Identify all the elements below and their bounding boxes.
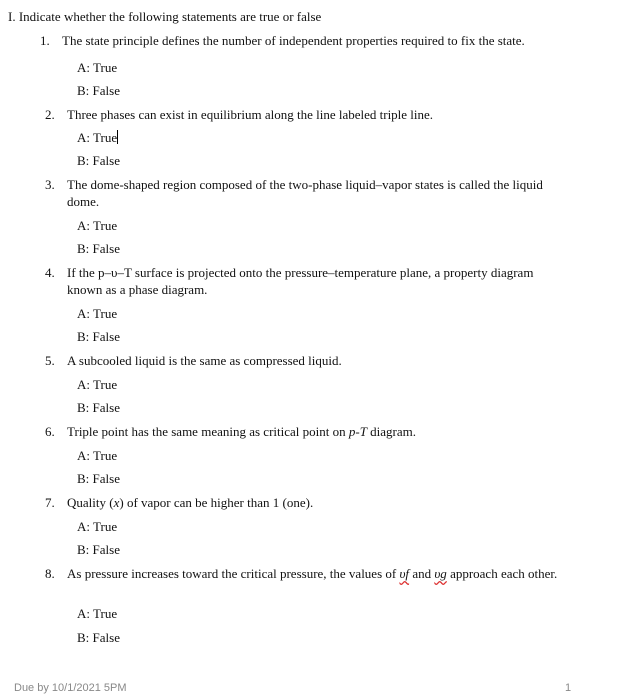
option-b[interactable]: [77, 82, 120, 99]
question-number: 8.: [45, 566, 55, 581]
option-a-label: A: True: [77, 130, 118, 145]
question-number: 4.: [45, 265, 55, 280]
question-number: 1.: [40, 33, 50, 48]
option-a[interactable]: [77, 376, 117, 393]
option-b[interactable]: [77, 470, 120, 487]
question-text: If the p–υ–T surface is projected onto the pressure–temperature plane, a property diagram known as a phase diagram.: [67, 265, 534, 297]
question-number: 3.: [45, 177, 55, 192]
option-b-label: B: False: [77, 471, 120, 486]
option-a[interactable]: [77, 59, 117, 76]
option-b[interactable]: [77, 629, 120, 646]
section-heading: I. Indicate whether the following statements are true or false: [8, 9, 322, 24]
question-text: Quality (x) of vapor can be higher than 1 (one).: [67, 495, 314, 510]
option-a-label: A: True: [77, 448, 118, 463]
question-text: The state principle defines the number of independent properties required to fix the state.: [62, 33, 525, 48]
option-b-label: B: False: [77, 630, 120, 645]
question-text: As pressure increases toward the critical pressure, the values of υf and υg approach each other.: [67, 566, 558, 581]
symbol-vf: υf: [399, 566, 410, 581]
option-b-label: B: False: [77, 83, 120, 98]
option-b[interactable]: [77, 240, 120, 257]
question-number: 5.: [45, 353, 55, 368]
question-text: Triple point has the same meaning as critical point on p-T diagram.: [67, 424, 417, 439]
option-b-label: B: False: [77, 542, 120, 557]
text-cursor: [117, 130, 118, 144]
option-a[interactable]: [77, 305, 117, 322]
option-a-label: A: True: [77, 306, 118, 321]
option-b[interactable]: [77, 541, 120, 558]
page-number: 1: [565, 682, 572, 694]
question-number: 2.: [45, 107, 55, 122]
option-a[interactable]: [77, 447, 117, 464]
question-text: A subcooled liquid is the same as compressed liquid.: [67, 353, 342, 368]
option-b-label: B: False: [77, 153, 120, 168]
option-b[interactable]: [77, 152, 120, 169]
question-number: 6.: [45, 424, 55, 439]
option-b-label: B: False: [77, 241, 120, 256]
option-b-label: B: False: [77, 329, 120, 344]
option-a-label: A: True: [77, 606, 118, 621]
option-a[interactable]: [77, 129, 118, 146]
option-b-label: B: False: [77, 400, 120, 415]
option-a-label: A: True: [77, 519, 118, 534]
option-b[interactable]: [77, 399, 120, 416]
question-text: The dome-shaped region composed of the two-phase liquid–vapor states is called the liquid dome.: [67, 177, 543, 209]
symbol-vg: υg: [434, 566, 447, 581]
question-text: Three phases can exist in equilibrium along the line labeled triple line.: [67, 107, 434, 122]
option-a[interactable]: [77, 605, 117, 622]
footer-due-date: Due by 10/1/2021 5PM: [14, 682, 127, 694]
option-a-label: A: True: [77, 60, 118, 75]
question-number: 7.: [45, 495, 55, 510]
option-a[interactable]: [77, 518, 117, 535]
option-a-label: A: True: [77, 377, 118, 392]
option-b[interactable]: [77, 328, 120, 345]
option-a[interactable]: [77, 217, 117, 234]
option-a-label: A: True: [77, 218, 118, 233]
